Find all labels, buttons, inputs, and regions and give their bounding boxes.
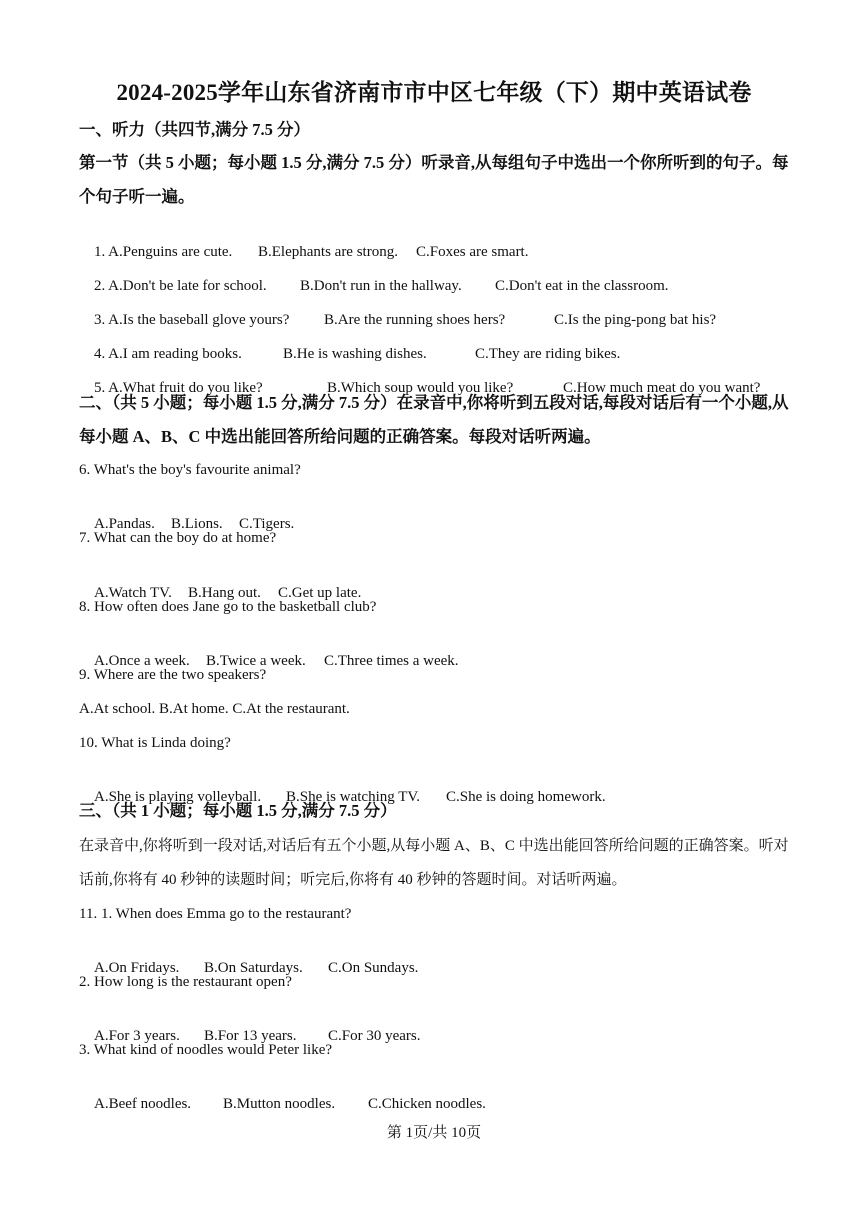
q8-option-c: C.Three times a week. <box>324 653 459 669</box>
q10-option-b: B.She is watching TV. <box>286 789 421 805</box>
q11-1-option-a: A.On Fridays. <box>94 960 180 976</box>
part3-instructions: 在录音中,你将听到一段对话,对话后有五个小题,从每小题 A、B、C 中选出能回答所给问题的正确答案。听对话前,你将有 40 秒钟的读题时间；听完后,你将有 40 秒钟的答题时间。对话听两遍。 <box>79 838 789 888</box>
q2-option-a: 2. A.Don't be late for school. <box>94 278 267 294</box>
q10-option-c: C.She is doing homework. <box>446 789 606 805</box>
q11-3-option-c: C.Chicken noodles. <box>368 1096 486 1112</box>
q3-option-a: 3. A.Is the baseball glove yours? <box>94 312 290 328</box>
q4-option-a: 4. A.I am reading books. <box>94 346 242 362</box>
question-9-options: A.At school. B.At home. C.At the restaurant. <box>79 701 350 717</box>
question-7: 7. What can the boy do at home? <box>79 530 277 546</box>
part1-section1-instructions: 第一节（共 5 小题；每小题 1.5 分,满分 7.5 分）听录音,从每组句子中选出一个你所听到的句子。每个句子听一遍。 <box>79 153 789 206</box>
q6-option-a: A.Pandas. <box>94 516 155 532</box>
question-11-2: 2. How long is the restaurant open? <box>79 974 292 990</box>
q2-option-c: C.Don't eat in the classroom. <box>495 278 669 294</box>
question-11-3: 3. What kind of noodles would Peter like? <box>79 1042 333 1058</box>
q5-option-c: C.How much meat do you want? <box>563 380 761 396</box>
q3-option-b: B.Are the running shoes hers? <box>324 312 506 328</box>
question-10: 10. What is Linda doing? <box>79 735 231 751</box>
q1-option-b: B.Elephants are strong. <box>258 244 398 260</box>
q6-option-c: C.Tigers. <box>239 516 295 532</box>
q8-option-a: A.Once a week. <box>94 653 190 669</box>
part1-heading: 一、听力（共四节,满分 7.5 分） <box>79 120 310 139</box>
q11-2-option-a: A.For 3 years. <box>94 1028 180 1044</box>
q8-option-b: B.Twice a week. <box>206 653 306 669</box>
part2-heading: 二、（共 5 小题；每小题 1.5 分,满分 7.5 分）在录音中,你将听到五段对话,每段对话后有一个小题,从每小题 A、B、C 中选出能回答所给问题的正确答案。每段对话听两遍。 <box>79 393 789 446</box>
question-6: 6. What's the boy's favourite animal? <box>79 462 301 478</box>
q11-1-option-b: B.On Saturdays. <box>204 960 303 976</box>
q7-option-c: C.Get up late. <box>278 585 362 601</box>
q11-3-option-b: B.Mutton noodles. <box>223 1096 336 1112</box>
q4-option-c: C.They are riding bikes. <box>475 346 621 362</box>
page-footer: 第 1页/共 10页 <box>386 1125 482 1141</box>
q7-option-b: B.Hang out. <box>188 585 261 601</box>
q11-2-option-b: B.For 13 years. <box>204 1028 297 1044</box>
part3-heading: 三、（共 1 小题；每小题 1.5 分,满分 7.5 分） <box>79 801 397 820</box>
q2-option-b: B.Don't run in the hallway. <box>300 278 462 294</box>
q11-3-option-a: A.Beef noodles. <box>94 1096 192 1112</box>
question-8: 8. How often does Jane go to the basketball club? <box>79 599 377 615</box>
q11-1-option-c: C.On Sundays. <box>328 960 419 976</box>
q4-option-b: B.He is washing dishes. <box>283 346 427 362</box>
q5-option-b: B.Which soup would you like? <box>327 380 514 396</box>
q6-option-b: B.Lions. <box>171 516 223 532</box>
q11-2-option-c: C.For 30 years. <box>328 1028 421 1044</box>
question-9: 9. Where are the two speakers? <box>79 667 267 683</box>
exam-title: 2024-2025学年山东省济南市市中区七年级（下）期中英语试卷 <box>116 80 752 105</box>
q1-option-c: C.Foxes are smart. <box>416 244 529 260</box>
q5-option-a: 5. A.What fruit do you like? <box>94 380 263 396</box>
question-11-1: 11. 1. When does Emma go to the restaurant? <box>79 906 352 922</box>
q1-option-a: 1. A.Penguins are cute. <box>94 244 233 260</box>
q3-option-c: C.Is the ping-pong bat his? <box>554 312 717 328</box>
q10-option-a: A.She is playing volleyball. <box>94 789 262 805</box>
q7-option-a: A.Watch TV. <box>94 585 172 601</box>
